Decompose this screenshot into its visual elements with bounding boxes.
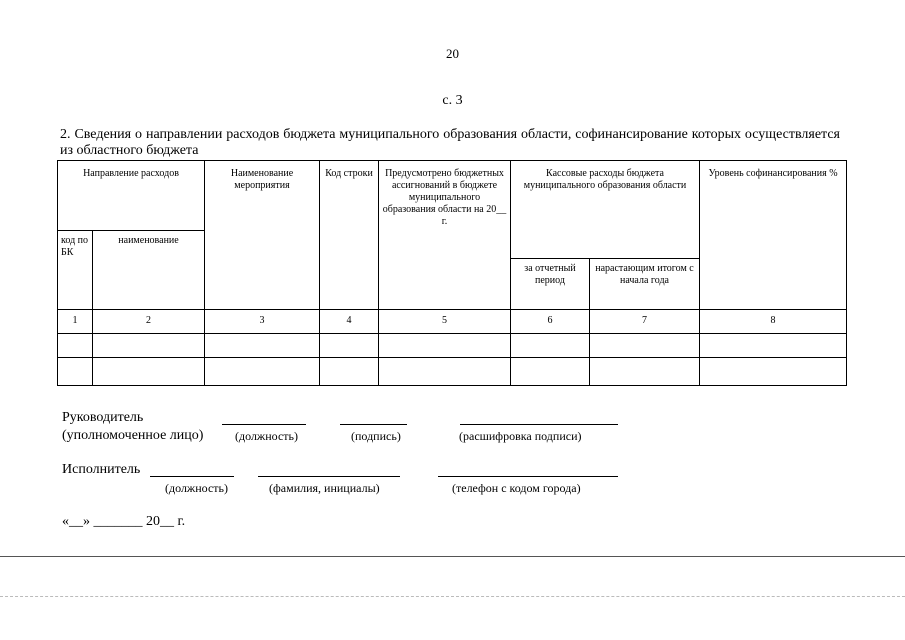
executor-title: Исполнитель (62, 462, 141, 477)
table-cell (58, 334, 93, 358)
header-direction: Направление расходов (58, 161, 205, 231)
column-number: 3 (205, 310, 320, 334)
table-cell (700, 334, 847, 358)
executor-name-line (258, 476, 400, 477)
column-number: 4 (320, 310, 379, 334)
table-cell (511, 358, 590, 386)
header-name: наименование (93, 231, 205, 310)
position-caption: (должность) (235, 429, 298, 443)
header-event-name: Наименование мероприятия (205, 161, 320, 310)
signature-line (340, 424, 407, 425)
column-number: 6 (511, 310, 590, 334)
decoding-line (460, 424, 618, 425)
header-planned: Предусмотрено бюджетных ассигнований в бюджете муниципального образования области на 20__ г. (379, 161, 511, 310)
executor-position-line (150, 476, 234, 477)
table-cell (590, 334, 700, 358)
column-number: 8 (700, 310, 847, 334)
table-cell (320, 334, 379, 358)
table-cell (320, 358, 379, 386)
table-cell (511, 334, 590, 358)
signature-caption: (подпись) (351, 429, 401, 443)
head-subtitle: (уполномоченное лицо) (62, 428, 204, 443)
table-row (58, 334, 847, 358)
table-row (58, 358, 847, 386)
table-cell (205, 358, 320, 386)
executor-name-caption: (фамилия, инициалы) (269, 481, 380, 495)
executor-position-caption: (должность) (165, 481, 228, 495)
bottom-faint-rule (0, 596, 905, 597)
head-title: Руководитель (62, 410, 144, 425)
section-label: с. 3 (442, 93, 463, 108)
header-code-bk: код по БК (58, 231, 93, 310)
phone-line (438, 476, 618, 477)
table-cell (58, 358, 93, 386)
table-cell (379, 334, 511, 358)
column-number: 2 (93, 310, 205, 334)
page-number: 20 (446, 46, 459, 61)
header-row-code: Код строки (320, 161, 379, 310)
position-line (222, 424, 306, 425)
header-reporting-period: за отчетный период (511, 259, 590, 310)
table-cell (93, 334, 205, 358)
table-cell (590, 358, 700, 386)
column-numbers-row (58, 310, 847, 334)
column-number: 5 (379, 310, 511, 334)
column-number: 7 (590, 310, 700, 334)
expenses-table (57, 160, 847, 386)
table-cell (205, 334, 320, 358)
column-number: 1 (58, 310, 93, 334)
decoding-caption: (расшифровка подписи) (459, 429, 582, 443)
table-cell (700, 358, 847, 386)
header-cash-expenses: Кассовые расходы бюджета муниципального образования области (511, 161, 700, 259)
phone-caption: (телефон с кодом города) (452, 481, 581, 495)
header-cumulative: нарастающим итогом с начала года (590, 259, 700, 310)
table-cell (93, 358, 205, 386)
date-line: «__» _______ 20__ г. (62, 514, 186, 529)
header-cofinancing-level: Уровень софинансирования % (700, 161, 847, 310)
bottom-rule (0, 556, 905, 557)
section-heading: 2. Сведения о направлении расходов бюджета муниципального образования области, софинансирование которых осуществляется из областного бюджета (60, 127, 840, 158)
table-cell (379, 358, 511, 386)
